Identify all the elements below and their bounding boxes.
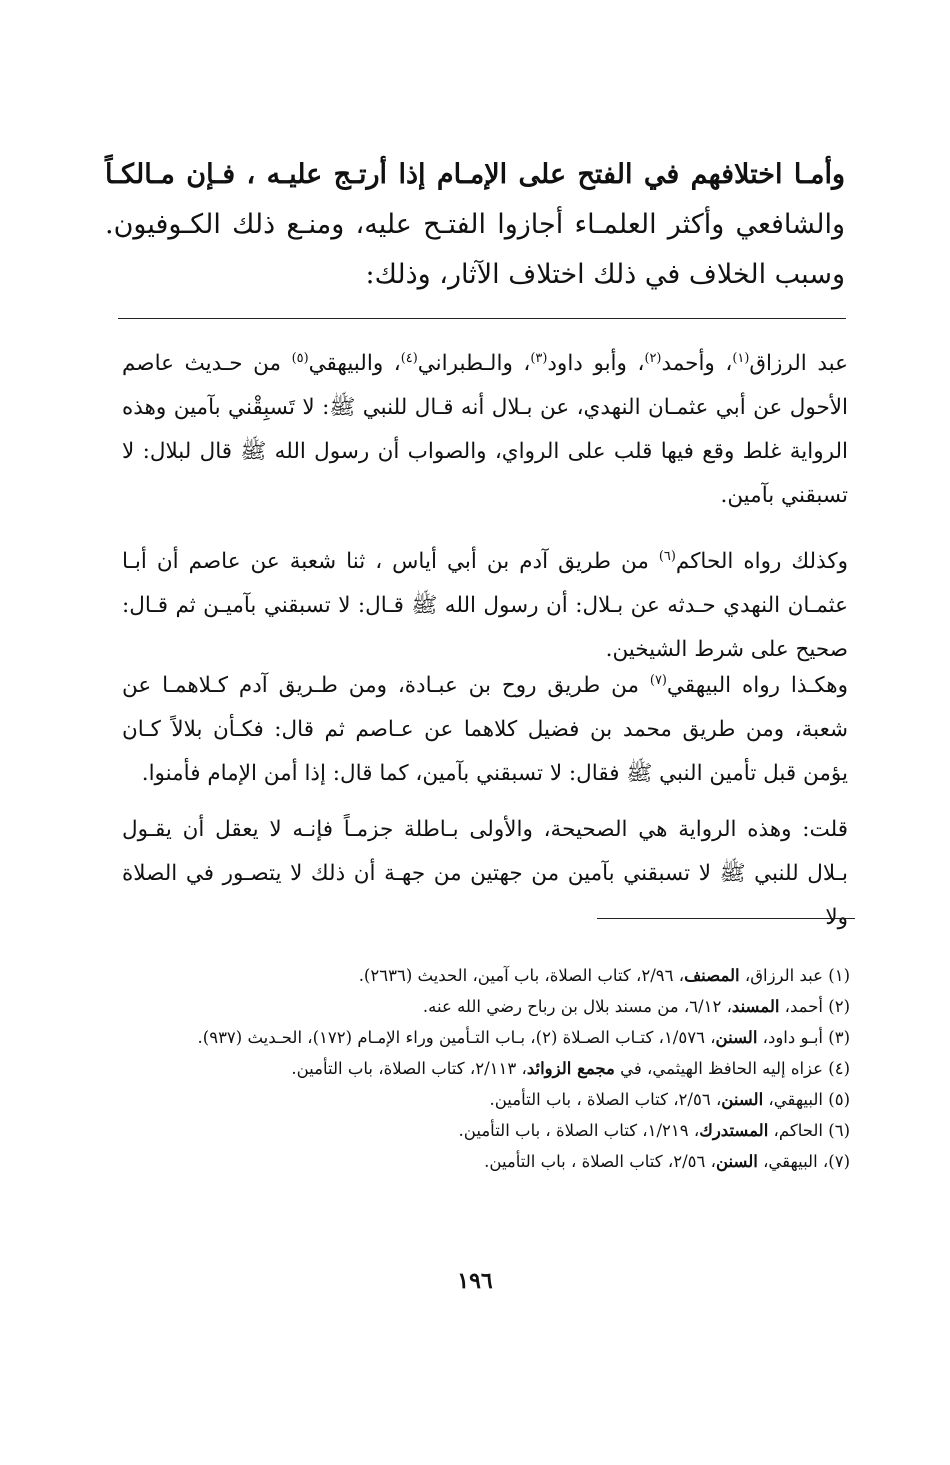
paragraph-3 xyxy=(122,664,848,796)
footnote-source-title: السنن xyxy=(721,1090,764,1109)
footnote-text: ، ٢/٥٦، كتاب الصلاة ، باب التأمين. xyxy=(489,1090,722,1109)
p4-text: قلت: وهذه الرواية هي الصحيحة، والأولى بـاطلة جزمـاً فإنـه لا يعقل أن يقـول بـلال للنبي ﷺ لا تسبقني بآمين من جهتين من جهـة أن ذلك لا يتصـور في الصلاة ولا xyxy=(122,817,848,930)
intro-paragraph xyxy=(105,150,845,300)
footnote-item xyxy=(122,1022,850,1053)
footnote-text: ، ١/٥٧٦، كتـاب الصـلاة (٢)، بـاب التـأمين وراء الإمـام (١٧٢)، الحـديث (٩٣٧). xyxy=(197,1028,716,1047)
footnote-text: (١) عبد الرزاق، xyxy=(739,966,850,985)
footnote-text: (٤) عزاه إليه الحافظ الهيثمي، في xyxy=(614,1059,850,1078)
footnote-ref-7: (٧) xyxy=(649,672,667,688)
paragraph-2 xyxy=(122,540,848,672)
footnote-source-title: المسند xyxy=(731,997,780,1016)
p3-text-1: وهكـذا رواه البيهقي xyxy=(666,673,849,698)
p1-text-5: ، والبيهقي xyxy=(308,351,401,376)
footnote-source-title: السنن xyxy=(715,1152,758,1171)
footnote-text: (٣) أبـو داود، xyxy=(757,1028,850,1047)
page-number: ١٩٦ xyxy=(457,1268,493,1294)
footnote-text: (٢) أحمد، xyxy=(779,997,850,1016)
footnote-source-title: المستدرك xyxy=(699,1121,769,1140)
footnote-ref-5: (٥) xyxy=(291,350,309,366)
paragraph-4 xyxy=(122,808,848,940)
p1-text-2: ، وأحمد xyxy=(661,351,733,376)
p1-text-3: ، وأبو داود xyxy=(547,351,645,376)
p2-text-1: وكذلك رواه الحاكم xyxy=(675,549,848,574)
footnote-source-title: المصنف xyxy=(684,966,740,985)
footnote-ref-2: (٢) xyxy=(644,350,662,366)
footnote-item xyxy=(122,1146,850,1177)
footnote-text: (٦) الحاكم، xyxy=(768,1121,850,1140)
p1-text-4: ، والـطبراني xyxy=(417,351,531,376)
intro-rest-text: والشافعي وأكثر العلمـاء أجازوا الفتـح عليه، ومنـع ذلك الكـوفيون. وسبب الخلاف في ذلك اختلاف الآثار، وذلك: xyxy=(105,209,845,290)
p2-text-2: من طريق آدم بن أبي أياس ، ثنا شعبة عن عاصم أن أبـا عثمـان النهدي حـدثه عن بـلال: أن رسول الله ﷺ قـال: لا تسبقني بآميـن ثم قـال: صحيح على شرط الشيخين. xyxy=(122,549,848,662)
footnote-divider xyxy=(597,918,855,919)
paragraph-1 xyxy=(122,342,848,518)
footnote-source-title: مجمع الزوائد xyxy=(526,1059,615,1078)
intro-lead-text: وأمـا اختلافهم في الفتح على الإمـام إذا أرتـج عليـه ، فـإن مـالكـاً xyxy=(105,159,845,190)
footnote-text: ، ٦/١٢، من مسند بلال بن رباح رضي الله عنه. xyxy=(422,997,732,1016)
footnote-source-title: السنن xyxy=(715,1028,758,1047)
footnote-text: (٥) البيهقي، xyxy=(763,1090,850,1109)
footnote-text: ، ٢/٥٦، كتاب الصلاة ، باب التأمين. xyxy=(484,1152,716,1171)
footnotes-list xyxy=(122,960,850,1177)
p1-text-6: من حـديث عاصم الأحول عن أبي عثمـان النهدي، عن بـلال أنه قـال للنبي ﷺ: لا تَسبِقْني بآمين وهذه الرواية غلط وقع فيها قلب على الرواي، والصواب أن رسول الله ﷺ قال لبلال: لا تسبقني بآمين. xyxy=(122,351,848,508)
footnote-ref-4: (٤) xyxy=(400,350,418,366)
p3-text-2: من طريق روح بن عبـادة، ومن طـريق آدم كـلاهمـا عن شعبة، ومن طريق محمد بن فضيل كلاهما عن عـاصم ثم قال: فكـأن بلالاً كـان يؤمن قبل تأمين النبي ﷺ فقال: لا تسبقني بآمين، كما قال: إذا أمن الإمام فأمنوا. xyxy=(122,673,848,786)
footnote-item xyxy=(122,1084,850,1115)
footnote-item xyxy=(122,991,850,1022)
footnote-ref-3: (٣) xyxy=(530,350,548,366)
footnote-text: (٧)، البيهقي، xyxy=(757,1152,850,1171)
p1-text-1: عبد الرزاق xyxy=(749,351,848,376)
footnote-text: ، ٢/١١٣، كتاب الصلاة، باب التأمين. xyxy=(291,1059,527,1078)
footnote-text: ، ٢/٩٦، كتاب الصلاة، باب آمين، الحديث (٢٦٣٦). xyxy=(358,966,685,985)
footnote-item xyxy=(122,1053,850,1084)
footnote-item xyxy=(122,960,850,991)
footnote-ref-1: (١) xyxy=(732,350,750,366)
section-divider xyxy=(118,318,846,319)
footnote-ref-6: (٦) xyxy=(658,548,676,564)
footnote-item xyxy=(122,1115,850,1146)
footnote-text: ، ١/٢١٩، كتاب الصلاة ، باب التأمين. xyxy=(458,1121,700,1140)
